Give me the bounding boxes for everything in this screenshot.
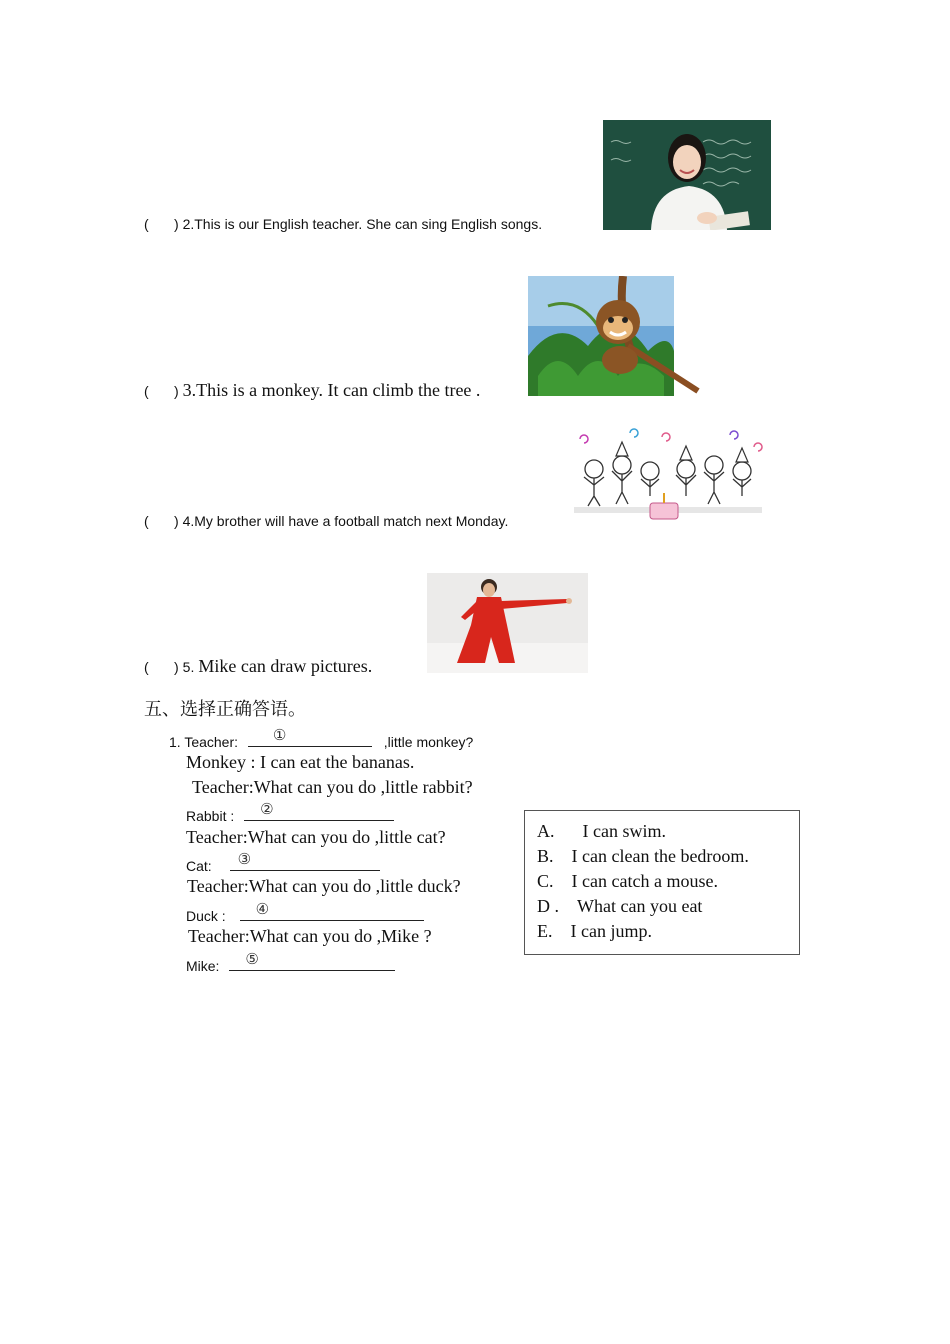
line-tail: ,little monkey?	[383, 734, 474, 750]
answer-blank-4[interactable]: ④	[240, 904, 424, 921]
teacher-photo	[603, 120, 771, 230]
dialog-line-6	[186, 850, 380, 874]
option-d	[537, 896, 702, 917]
answer-paren[interactable]: (	[144, 659, 149, 675]
dialog-line-2: Monkey : I can eat the bananas.	[186, 752, 415, 772]
question-number: 5.	[182, 659, 195, 675]
speaker-label: Mike:	[186, 958, 220, 974]
speaker-label: Rabbit :	[186, 808, 235, 824]
question-item-4	[144, 513, 508, 529]
speaker-label: Duck :	[186, 908, 226, 924]
option-letter: C.	[537, 871, 554, 891]
speaker-label: 1. Teacher:	[169, 734, 239, 750]
dialog-line-10	[186, 950, 395, 974]
dialog-line-5: Teacher:What can you do ,little cat?	[186, 827, 446, 847]
dialog-line-8	[186, 900, 424, 924]
option-text: I can clean the bedroom.	[571, 846, 749, 866]
dialog-line-9: Teacher:What can you do ,Mike ?	[188, 926, 432, 946]
question-item-5	[144, 656, 372, 677]
question-text: 4.My brother will have a football match next Monday.	[182, 513, 509, 529]
answer-paren[interactable]: (	[144, 513, 149, 529]
option-text: I can jump.	[570, 921, 652, 941]
speaker-label: Cat:	[186, 858, 212, 874]
option-letter: B.	[537, 846, 554, 866]
question-text: 2.This is our English teacher. She can sing English songs.	[182, 216, 543, 232]
answer-blank-5[interactable]: ⑤	[229, 954, 395, 971]
option-letter: E.	[537, 921, 553, 941]
option-text: I can catch a mouse.	[571, 871, 718, 891]
monkey-picture	[528, 276, 700, 396]
party-kids-drawing	[570, 425, 766, 527]
paren-close: )	[174, 659, 179, 675]
answer-blank-1[interactable]: ①	[248, 730, 372, 747]
paren-close: )	[174, 216, 179, 232]
answer-blank-3[interactable]: ③	[230, 854, 380, 871]
answer-blank-2[interactable]: ②	[244, 804, 394, 821]
question-text: Mike can draw pictures.	[198, 656, 373, 676]
answer-options-box	[524, 810, 800, 955]
option-text: I can swim.	[582, 821, 666, 841]
answer-paren[interactable]: (	[144, 383, 149, 399]
dialog-line-3: Teacher:What can you do ,little rabbit?	[192, 777, 473, 797]
option-letter: D .	[537, 896, 559, 916]
question-item-3	[144, 380, 480, 401]
paren-close: )	[174, 383, 179, 399]
dialog-line-4	[186, 800, 394, 824]
answer-paren[interactable]: (	[144, 216, 149, 232]
option-e	[537, 921, 652, 942]
option-a	[537, 821, 666, 842]
paren-close: )	[174, 513, 179, 529]
option-c	[537, 871, 718, 892]
dialog-line-1	[169, 726, 474, 750]
section-heading: 五、选择正确答语。	[144, 699, 306, 720]
option-letter: A.	[537, 821, 555, 841]
option-b	[537, 846, 749, 867]
question-text: 3.This is a monkey. It can climb the tree .	[182, 380, 481, 400]
option-text: What can you eat	[577, 896, 703, 916]
question-item-2	[144, 216, 542, 232]
dialog-line-7: Teacher:What can you do ,little duck?	[187, 876, 461, 896]
kungfu-boy-photo	[427, 573, 588, 673]
